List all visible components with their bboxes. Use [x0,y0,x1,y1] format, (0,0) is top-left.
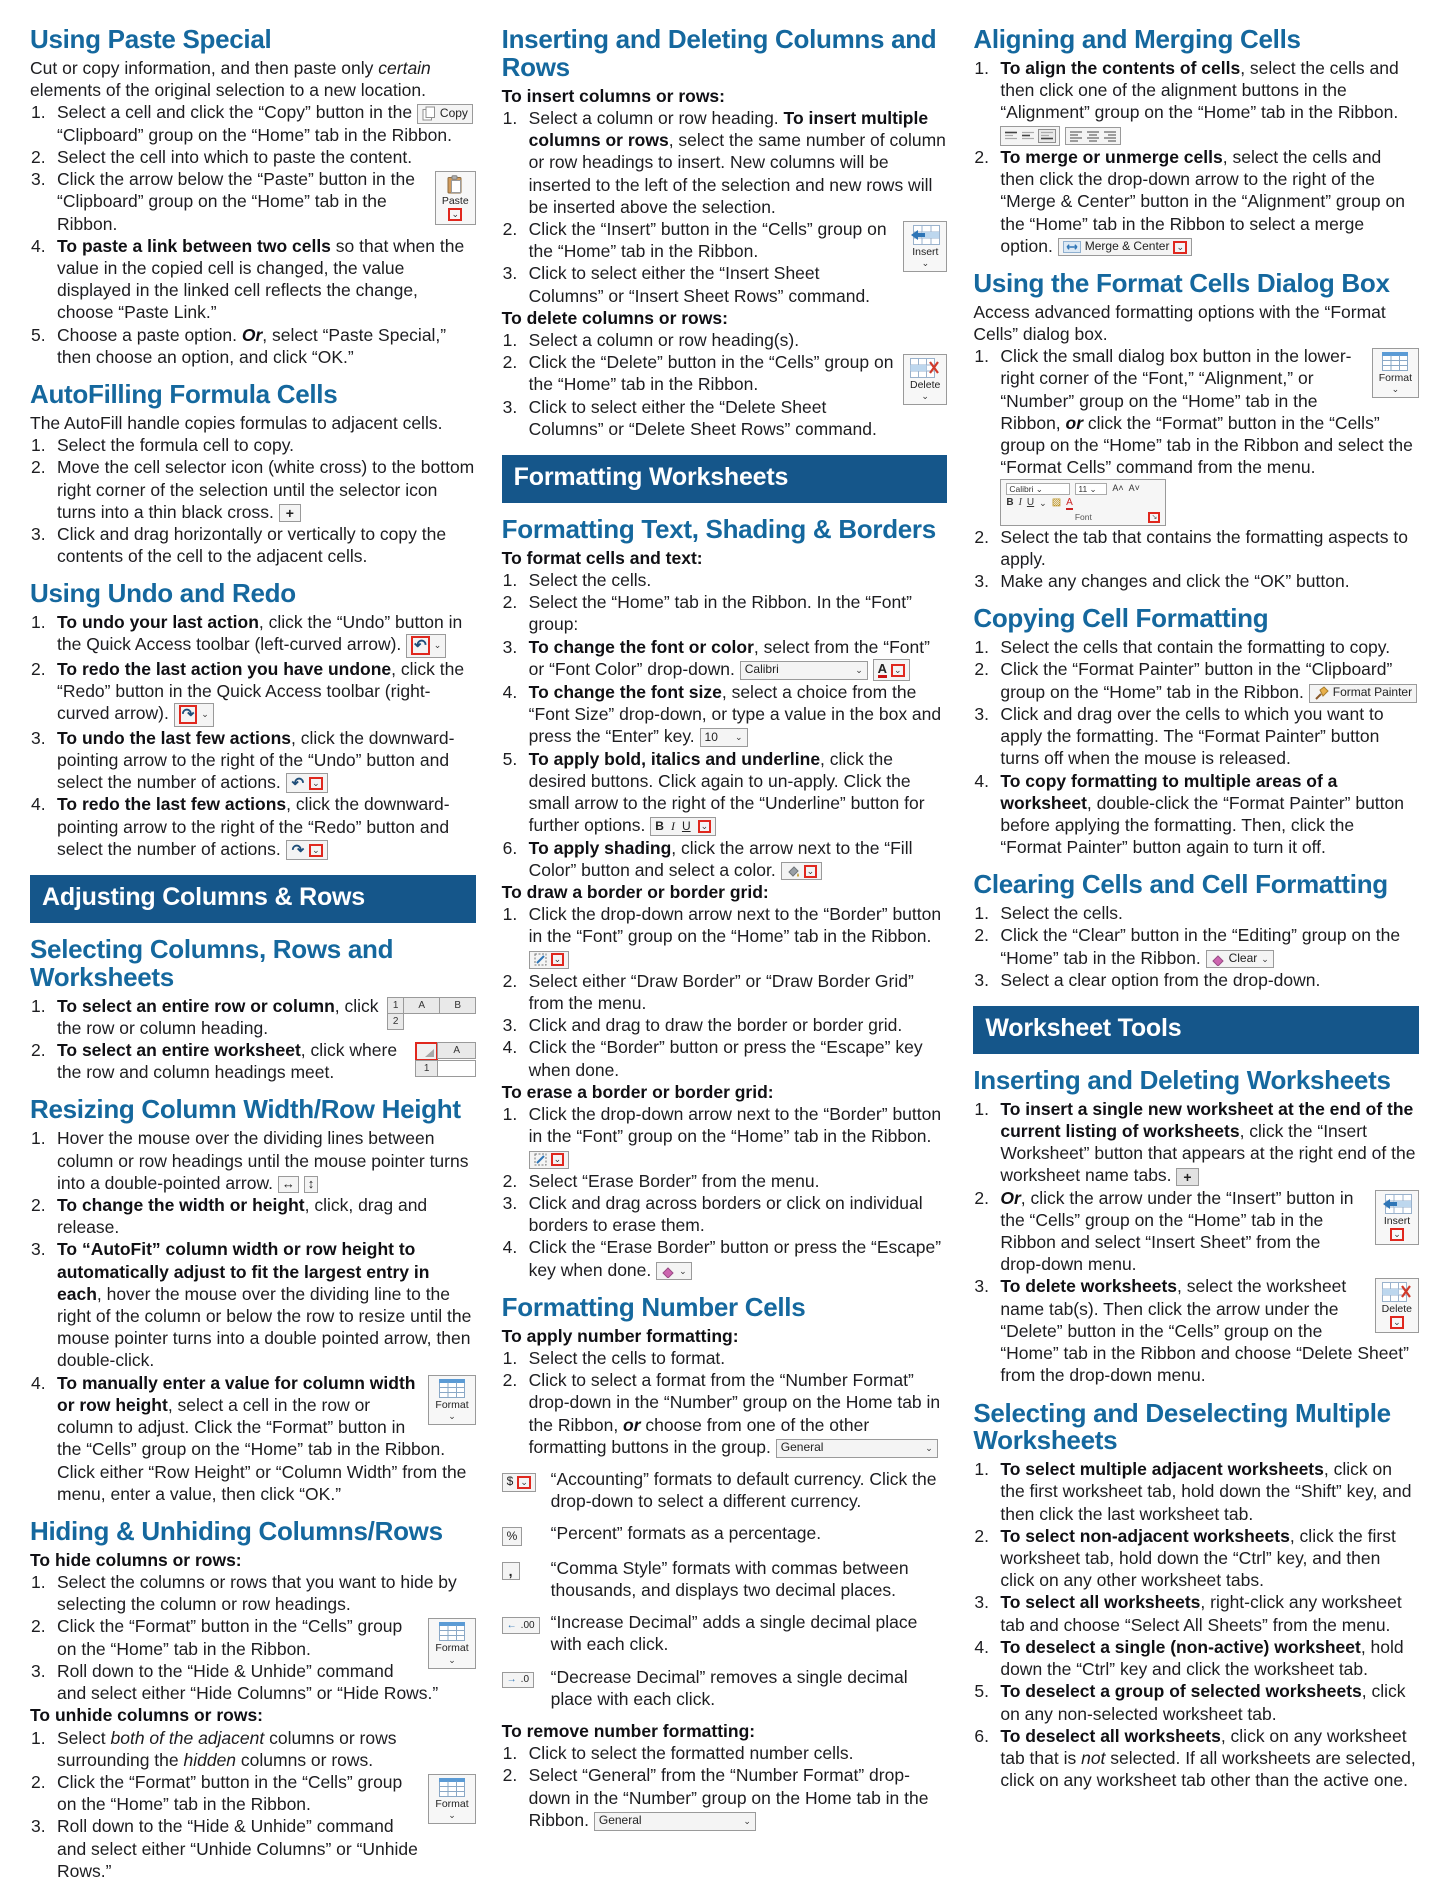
text-run: To select non-adjacent worksheets [1000,1525,1290,1546]
text-run: Cut or copy information, and then paste only [30,57,379,78]
format-options [502,1468,948,1710]
format-option-icon-cell [502,1557,542,1581]
text-run: selected. If all worksheets are selected, click on any worksheet tab other than the active one. [1000,1747,1416,1791]
steps-list [30,101,476,368]
text-run: or [1065,412,1084,433]
text-run: , double-click the “Format Painter” button before applying the formatting. Then, click the “Format Painter” button again to turn it off. [1000,792,1404,858]
step-item [973,902,1419,924]
text-run: “Accounting” formats to default currency. Click the drop-down to select a different currency. [550,1469,937,1512]
section-heading: Selecting Columns, Rows and Worksheets [30,933,394,992]
step-item [502,970,948,1014]
text-run: , hold down the “Ctrl” key and click the worksheet tab. [1000,1636,1404,1680]
step-item [502,107,948,218]
step-item [30,434,476,456]
steps-list [973,57,1419,257]
step-item [502,1742,948,1764]
text-run: To paste a link between two cells [57,235,331,256]
step-item [502,837,948,881]
steps-list [30,1727,476,1883]
text-run: , select the cells and then click the drop-down arrow to the right of the “Merge & Center” button in the “Alignment” group on the “Home” tab in the Ribbon to select a merge option. [1000,146,1405,256]
text-run: both of the adjacent [110,1727,265,1748]
step-item [973,924,1419,968]
sub-heading: To delete columns or rows: [501,307,728,328]
insert-button-dd-icon: Insert ⌄ [1375,1190,1419,1245]
text-run: , click, drag and release. [57,1194,428,1238]
step-item [502,1192,948,1236]
text-run: The AutoFill handle copies formulas to adjacent cells. [30,412,443,433]
step-item [502,569,948,591]
paste-button-icon: Paste ⌄ [435,171,476,225]
section-banner: Formatting Worksheets [502,455,948,503]
text-run: To change the width or height [57,1194,305,1215]
text-run: , click on the first worksheet tab, hold down the “Shift” key, and then click the last worksheet tab. [1000,1459,1412,1524]
decrease-decimal-button-icon: → .0 [502,1669,534,1689]
step-item [30,235,476,324]
fill-color-button-icon: ⌄ [781,860,823,880]
step-item [973,570,1419,592]
format-option-row [502,1611,948,1655]
vertical-align-buttons-icon [1000,124,1060,144]
text-run: Click to select the formatted number cells. [528,1743,854,1764]
steps-list [502,569,948,881]
text-run: , click the first worksheet tab, hold down the “Ctrl” key, and then click on any other worksheet tabs. [1000,1525,1396,1591]
section-heading: AutoFilling Formula Cells [30,379,338,410]
redo-dropdown-icon: ↷ ⌄ [286,839,328,859]
format-option-text [551,1522,948,1544]
text-run: Select a column or row heading(s). [528,330,800,351]
horizontal-align-buttons-icon [1065,124,1121,144]
step-item [502,396,948,440]
text-run: To change the font size [528,681,722,702]
merge-center-button-icon: Merge & Center ⌄ [1058,236,1192,256]
text-run: Click the “Border” button or press the “Escape” key when done. [528,1037,923,1080]
text-run: To undo the last few actions [57,727,291,748]
step-item [502,636,948,681]
steps-list [30,611,476,860]
text-run: To delete worksheets [1000,1276,1178,1297]
text-run: so that when the value in the copied cell is changed, the value displayed in the linked cell reflects the change, choose “Paste Link.” [57,235,465,323]
steps-list [502,107,948,307]
sub-heading: To draw a border or border grid: [501,881,769,902]
text-run: , select the worksheet name tab(s). Then click the arrow under the “Delete” button in the “Cells” group on the “Home” tab in the Ribbon and choose “Delete Sheet” from the drop-down menu. [1000,1276,1409,1386]
format-button-icon: Format ⌄ [428,1774,475,1824]
text-run: To merge or unmerge cells [1000,146,1223,167]
text-run: To select an entire row or column [57,995,335,1016]
steps-list [973,345,1419,592]
section-heading: Inserting and Deleting Columns and Rows [501,24,937,82]
sub-heading: To hide columns or rows: [30,1549,242,1570]
text-run: To deselect a single (non-active) worksheet [1000,1636,1361,1657]
step-item [30,793,476,860]
text-run: To apply shading [528,837,672,858]
text-run: Select the columns or rows that you want to hide by selecting the column or row headings. [57,1572,457,1615]
text-run: To deselect a group of selected worksheets [1000,1681,1362,1702]
step-item [973,1187,1419,1276]
step-item [973,703,1419,770]
redo-button-icon: ↷ ⌄ [174,703,214,723]
text-run: hidden [183,1749,237,1770]
section-heading: Clearing Cells and Cell Formatting [973,869,1388,900]
text-run: Click the “Insert” button in the “Cells” group on the “Home” tab in the Ribbon. [528,218,887,262]
format-option-text [551,1666,948,1710]
number-format-dropdown-icon: General ⌄ [776,1437,938,1457]
text-run: “Clipboard” group on the “Home” tab in the Ribbon. [57,124,452,145]
step-item [30,324,476,368]
step-item [30,611,476,658]
step-item [973,1725,1419,1792]
text-run: Make any changes and click the “OK” button. [1000,571,1350,592]
text-run: Click the “Erase Border” button or press the “Escape” key when done. [528,1237,942,1280]
step-item [502,1369,948,1458]
paragraph [973,301,1419,345]
text-run: To apply bold, italics and underline [528,748,821,769]
text-run: , click the arrow under the “Insert” button in the “Cells” group on the “Home” tab in the Ribbon and select “Insert Sheet” from the drop-down menu. [1000,1187,1354,1275]
copy-button-icon: Copy [417,102,473,122]
format-option-row [502,1468,948,1512]
step-item [502,218,948,268]
text-run: columns or rows. [236,1749,374,1770]
text-run: Select “Erase Border” from the menu. [528,1170,820,1191]
text-run: or [623,1414,641,1435]
step-item [502,1103,948,1170]
text-run: Select the cells. [528,569,652,590]
text-run: To undo your last action [57,612,259,633]
text-run: To align the contents of cells [1000,57,1241,78]
steps-list [502,1103,948,1281]
text-run: Click the “Format Painter” button in the “Clipboard” group on the “Home” tab in the Ribbon. [1000,659,1393,702]
delete-button-dd-icon: Delete ⌄ [1375,1278,1419,1333]
section-heading: Copying Cell Formatting [973,603,1269,634]
format-option-row [502,1557,948,1601]
text-run: click the “Format” button in the “Cells” group on the “Home” tab in the Ribbon and select the “Format Cells” command from the menu. [1000,412,1413,478]
text-run: Click and drag horizontally or vertically to copy the contents of the cell to the adjacent cells. [57,523,447,567]
percent-button-icon: % [502,1525,523,1545]
step-item [30,1372,476,1505]
text-run: “Percent” formats as a percentage. [550,1523,822,1544]
text-run: Click to select either the “Insert Sheet Columns” or “Insert Sheet Rows” command. [528,263,871,306]
text-run: Select a cell and click the “Copy” button in the [57,102,417,123]
text-run: Click the “Delete” button in the “Cells” group on the “Home” tab in the Ribbon. [528,352,894,395]
steps-list [973,1458,1419,1791]
steps-list [502,903,948,1081]
border-dropdown-icon: ⌄ [529,1149,570,1169]
step-item [30,1127,476,1194]
text-run: elements of the original selection to a new location. [30,80,426,101]
section-heading: Resizing Column Width/Row Height [30,1094,461,1125]
text-run: columns or rows surrounding the [57,1727,397,1770]
section-heading: Hiding & Unhiding Columns/Rows [30,1516,443,1546]
text-run: Select the “Home” tab in the Ribbon. In the “Font” group: [528,592,912,635]
step-item [30,168,476,235]
text-run: , click on any worksheet tab that is [1000,1725,1407,1768]
font-color-button-icon: A ⌄ [873,659,910,679]
step-item [30,1815,476,1882]
steps-list [973,902,1419,991]
text-run: To select multiple adjacent worksheets [1000,1459,1324,1480]
text-run: , click the “Insert Worksheet” button that appears at the right end of the worksheet name tabs. [1000,1120,1416,1186]
insert-button-icon: Insert ⌄ [903,221,947,272]
step-item [973,526,1419,570]
sub-heading: To apply number formatting: [501,1325,739,1346]
text-run: , select the cells and then click one of the alignment buttons in the “Alignment” group on the “Home” tab in the Ribbon. [1000,57,1399,123]
format-option-icon-cell [502,1522,542,1546]
sub-heading: To format cells and text: [501,547,703,568]
step-item [502,262,948,306]
number-format-dropdown-icon: General ⌄ [594,1810,756,1830]
section-heading: Using Undo and Redo [30,578,296,609]
text-run: not [1081,1747,1106,1768]
insert-worksheet-button-icon: + [1176,1165,1198,1185]
steps-list [973,636,1419,858]
column-left [30,24,476,1882]
text-run: , select from the “Font” or “Font Color” drop-down. [528,636,930,679]
step-item [30,146,476,168]
text-run: , click on any non-selected worksheet tab. [1000,1681,1406,1724]
step-item [973,57,1419,146]
delete-button-icon: Delete ⌄ [903,354,947,405]
step-item [973,1680,1419,1724]
black-cross-icon: + [279,502,301,522]
format-option-text [551,1611,948,1655]
text-run: Click the arrow below the “Paste” button in the “Clipboard” group on the “Home” tab in the Ribbon. [57,169,415,234]
text-run: To “AutoFit” column width or row height to automatically adjust to fit the largest entry in each [57,1239,430,1304]
horizontal-resize-icon: ↔ [278,1173,299,1193]
step-item [502,1764,948,1831]
text-run: Hover the mouse over the dividing lines between column or row headings until the mouse pointer turns into a double-pointed arrow. [57,1128,469,1193]
step-item [502,329,948,351]
sub-heading: To erase a border or border grid: [501,1081,774,1102]
text-run: Select the tab that contains the formatting aspects to apply. [1000,526,1408,569]
text-run: , click the “Redo” button in the Quick Access toolbar (right-curved arrow). [57,658,465,724]
section-heading: Formatting Text, Shading & Borders [501,513,936,544]
section-banner: Adjusting Columns & Rows [30,875,476,923]
text-run: , click the arrow next to the “Fill Color” button and select a color. [528,837,913,880]
section-heading: Formatting Number Cells [501,1291,806,1322]
undo-dropdown-icon: ↶ ⌄ [286,772,328,792]
text-run: , click the downward-pointing arrow to the right of the “Redo” button and select the number of actions. [57,794,450,859]
column-right [973,24,1419,1882]
step-item [973,636,1419,658]
text-run: Access advanced formatting options with the “Format Cells” dialog box. [973,301,1386,344]
section-heading: Using the Format Cells Dialog Box [973,267,1390,298]
font-group-preview-icon: Calibri ⌄ 11 ⌄ A˄ A˅ B I U ⌄ ▨ A Font ↘ [1000,491,1166,511]
font-name-dropdown-icon: Calibri ⌄ [740,659,868,679]
clear-button-icon: Clear ⌄ [1206,948,1274,968]
step-item [502,748,948,837]
format-option-icon-cell [502,1468,542,1492]
text-run: Select [57,1727,111,1748]
step-item [973,1636,1419,1680]
format-button-icon: Format ⌄ [1372,348,1419,398]
text-run: Select a clear option from the drop-down. [1000,969,1321,990]
text-run: , select “Paste Special,” then choose an option, and click “OK.” [57,324,447,367]
steps-list [973,1098,1419,1387]
step-item [502,1036,948,1080]
paragraph [30,412,476,434]
text-run: , select a choice from the “Font Size” drop-down, or type a value in the box and press the “Enter” key. [528,681,942,747]
step-item [973,770,1419,859]
section-heading: Inserting and Deleting Worksheets [973,1064,1391,1095]
step-item [30,1771,476,1821]
format-option-text [551,1468,948,1512]
step-item [30,456,476,523]
step-item [30,658,476,727]
step-item [973,1458,1419,1525]
text-run: , select the same number of column or row headings to insert. New columns will be inserted to the left of the selection and new rows will be inserted above the selection. [528,130,946,217]
text-run: Select the cells to format. [528,1347,726,1368]
text-run: To insert a single new worksheet at the end of the current listing of worksheets [1000,1098,1414,1141]
sub-heading: To insert columns or rows: [501,85,725,106]
step-item [973,969,1419,991]
steps-list [30,1571,476,1704]
step-item [502,1347,948,1369]
step-item [30,1194,476,1238]
border-dropdown-icon: ⌄ [529,949,570,969]
vertical-resize-icon: ↕ [304,1173,319,1193]
text-run: Click and drag to draw the border or border grid. [528,1015,903,1036]
text-run: Click and drag across borders or click on individual borders to erase them. [528,1193,923,1236]
text-run: , click the downward-pointing arrow to the right of the “Undo” button and select the number of actions. [57,727,455,793]
text-run: , select a cell in the row or column to adjust. Click the “Format” button in the “Cells” group on the “Home” tab in the Ribbon. Click either “Row Height” or “Column Width” from the menu, enter a value, then click “OK.” [57,1394,467,1504]
accounting-button-icon: $ ⌄ [502,1471,536,1491]
sub-heading: To unhide columns or rows: [30,1705,264,1726]
text-run: To insert multiple columns or rows [528,107,929,151]
step-item [30,1660,476,1704]
steps-list [30,995,476,1084]
format-button-icon: Format ⌄ [428,1375,475,1425]
text-run: , click the desired buttons. Click again to un-apply. Click the small arrow to the right of the “Underline” button for further options. [528,748,925,836]
eraser-button-icon: ⌄ [656,1260,692,1280]
row-column-headings-icon: 1 A B 2 [388,998,476,1030]
step-item [30,1571,476,1615]
text-run: Click and drag over the cells to which you want to apply the formatting. The “Format Painter” button turns off when the mouse is released. [1000,703,1384,769]
text-run: Select “General” from the “Number Format” drop-down in the “Number” group on the Home tab in the Ribbon. [528,1765,929,1830]
text-run: To deselect all worksheets [1000,1725,1221,1746]
text-run: Roll down to the “Hide & Unhide” command and select either “Unhide Columns” or “Unhide Rows.” [57,1816,418,1881]
text-run: , right-click any worksheet tab and choose “Select All Sheets” from the menu. [1000,1592,1402,1635]
text-run: Click the small dialog box button in the lower-right corner of the “Font,” “Alignment,” or “Number” group on the “Home” tab in the Ribbon, [1000,346,1352,433]
text-run: Select the cells. [1000,903,1123,924]
steps-list [502,1742,948,1831]
step-item [30,727,476,794]
text-run: , click the “Undo” button in the Quick Access toolbar (left-curved arrow). [57,612,463,655]
step-item [502,351,948,402]
text-run: To select an entire worksheet [57,1040,301,1061]
format-option-text [551,1557,948,1601]
paragraph [30,57,476,101]
text-run: , click where the row and column headings meet. [57,1040,398,1083]
text-run: , click the row or column heading. [57,995,379,1038]
text-run: choose from one of the other formatting buttons in the group. [528,1414,870,1457]
step-item [30,101,476,146]
steps-list [30,434,476,567]
text-run: Select the formula cell to copy. [57,435,295,456]
step-item [30,1238,476,1371]
section-banner: Worksheet Tools [973,1006,1419,1054]
step-item [502,591,948,635]
step-item [502,1236,948,1280]
steps-list [502,1347,948,1458]
text-run: Click the “Clear” button in the “Editing” group on the “Home” tab in the Ribbon. [1000,925,1401,968]
format-option-icon-cell [502,1611,542,1635]
text-run: To select all worksheets [1000,1592,1201,1613]
step-item [973,1525,1419,1592]
font-size-dropdown-icon: 10 ⌄ [700,726,748,746]
comma-style-button-icon: , [502,1560,520,1580]
text-run: To change the font or color [528,636,754,657]
step-item [502,1170,948,1192]
step-item [30,1039,476,1083]
step-item [502,1014,948,1036]
text-run: “Increase Decimal” adds a single decimal place with each click. [550,1612,918,1655]
step-item [973,1098,1419,1187]
text-run: Select the cell into which to paste the content. [57,146,413,167]
step-item [502,681,948,748]
format-painter-button-icon: Format Painter [1309,682,1417,702]
step-item [30,1615,476,1665]
text-run: To manually enter a value for column width or row height [57,1372,416,1415]
text-run: , hover the mouse over the dividing line to the right of the column or below the row to resize until the mouse pointer turns into a double pointed arrow, then double-click. [57,1283,472,1371]
text-run: To redo the last action you have undone [57,658,392,679]
text-run: Move the cell selector icon (white cross) to the bottom right corner of the selection until the selector icon turns into a thin black cross. [57,457,475,522]
text-run: Select a column or row heading. [528,107,784,128]
text-run: Click the drop-down arrow next to the “Border” button in the “Font” group on the “Home” tab in the Ribbon. [528,1104,942,1147]
text-run: “Comma Style” formats with commas between thousands, and displays two decimal places. [550,1557,909,1600]
format-option-row [502,1522,948,1546]
text-run: Or [1000,1187,1021,1208]
increase-decimal-button-icon: ← .00 [502,1614,540,1634]
bold-italic-underline-icon: B I U ⌄ [650,815,716,835]
section-heading: Using Paste Special [30,24,272,54]
step-item [973,1275,1419,1386]
step-item [30,523,476,567]
text-run: Or [241,324,263,345]
sub-heading: To remove number formatting: [501,1720,756,1741]
text-run: Click the “Format” button in the “Cells” group on the “Home” tab in the Ribbon. [57,1616,403,1659]
undo-button-icon: ↶ ⌄ [406,634,446,654]
text-run: Select the cells that contain the formatting to copy. [1000,637,1391,658]
text-run: Roll down to the “Hide & Unhide” command and select either “Hide Columns” or “Hide Rows.” [57,1660,439,1704]
step-item [30,995,476,1039]
text-run: certain [378,57,431,78]
text-run: To redo the last few actions [57,794,287,815]
text-run: Click the “Format” button in the “Cells” group on the “Home” tab in the Ribbon. [57,1772,403,1815]
text-run: Select either “Draw Border” or “Draw Border Grid” from the menu. [528,970,914,1014]
text-run: “Decrease Decimal” removes a single decimal place with each click. [550,1666,908,1709]
format-button-icon: Format ⌄ [428,1618,475,1668]
steps-list [502,329,948,440]
text-run: Click to select either the “Delete Sheet Columns” or “Delete Sheet Rows” command. [528,396,877,439]
select-all-corner-icon: A 1 [416,1042,476,1076]
column-middle [502,24,948,1882]
text-run: To copy formatting to multiple areas of a worksheet [1000,770,1338,813]
steps-list [30,1127,476,1505]
text-run: Choose a paste option. [57,324,242,345]
step-item [973,345,1419,526]
step-item [973,1591,1419,1635]
text-run: Click the drop-down arrow next to the “Border” button in the “Font” group on the “Home” tab in the Ribbon. [528,904,942,947]
text-run: Click to select a format from the “Number Format” drop-down in the “Number” group on the Home tab in the Ribbon, [528,1370,941,1435]
section-heading: Aligning and Merging Cells [973,24,1301,54]
step-item [973,146,1419,257]
step-item [973,658,1419,702]
format-option-icon-cell [502,1666,542,1690]
section-heading: Selecting and Deselecting Multiple Worksheets [973,1397,1391,1456]
step-item [502,903,948,970]
step-item [30,1727,476,1771]
format-option-row [502,1666,948,1710]
